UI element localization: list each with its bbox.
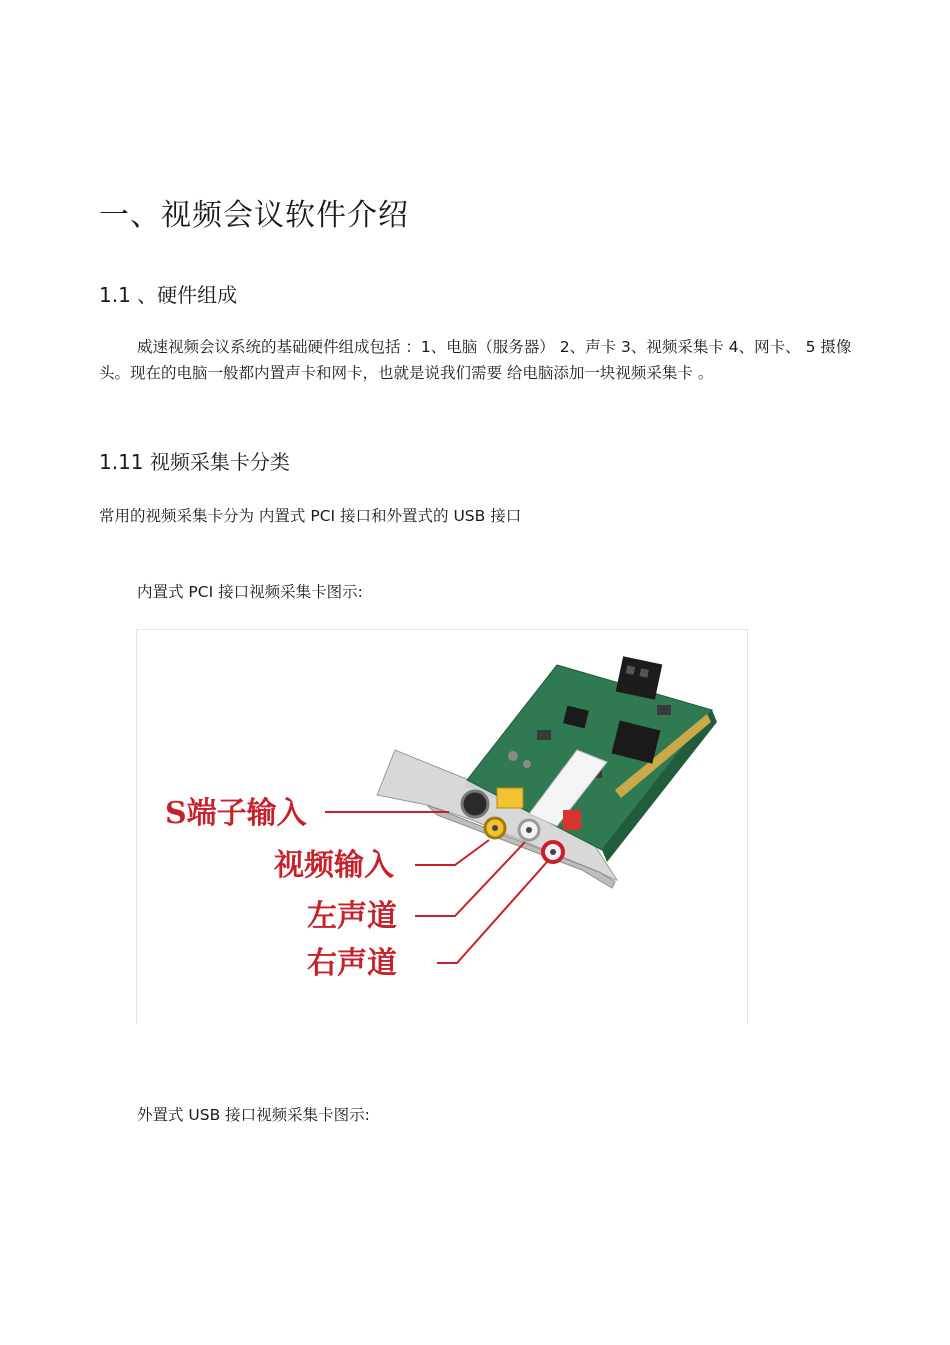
pci-figure-caption: 内置式 PCI 接口视频采集卡图示: xyxy=(137,583,363,601)
section-heading: 一、视频会议软件介绍 xyxy=(99,198,409,233)
label-left-channel: 左声道 xyxy=(307,899,397,934)
sub-subsection-heading: 1.11 视频采集卡分类 xyxy=(99,450,290,474)
classification-paragraph: 常用的视频采集卡分为 内置式 PCI 接口和外置式的 USB 接口 xyxy=(99,507,522,525)
intro-paragraph xyxy=(99,334,859,386)
intro-paragraph-text: 威速视频会议系统的基础硬件组成包括 ：1、电脑（服务器） 2、声卡 3、视频采集卡 4、网卡、 5 摄像头。现在的电脑一般都内置声卡和网卡，也就是说我们需要 给电脑添加一块视频采集卡 。 xyxy=(99,338,852,382)
usb-figure-caption: 外置式 USB 接口视频采集卡图示: xyxy=(137,1106,370,1124)
label-video-input: 视频输入 xyxy=(274,848,394,883)
subsection-heading: 1.1 、硬件组成 xyxy=(99,283,238,307)
pci-capture-card-illustration xyxy=(137,630,747,1024)
label-right-channel: 右声道 xyxy=(307,946,397,981)
label-s-video: S端子输入 xyxy=(165,796,307,831)
pci-capture-card-figure xyxy=(136,629,748,1024)
